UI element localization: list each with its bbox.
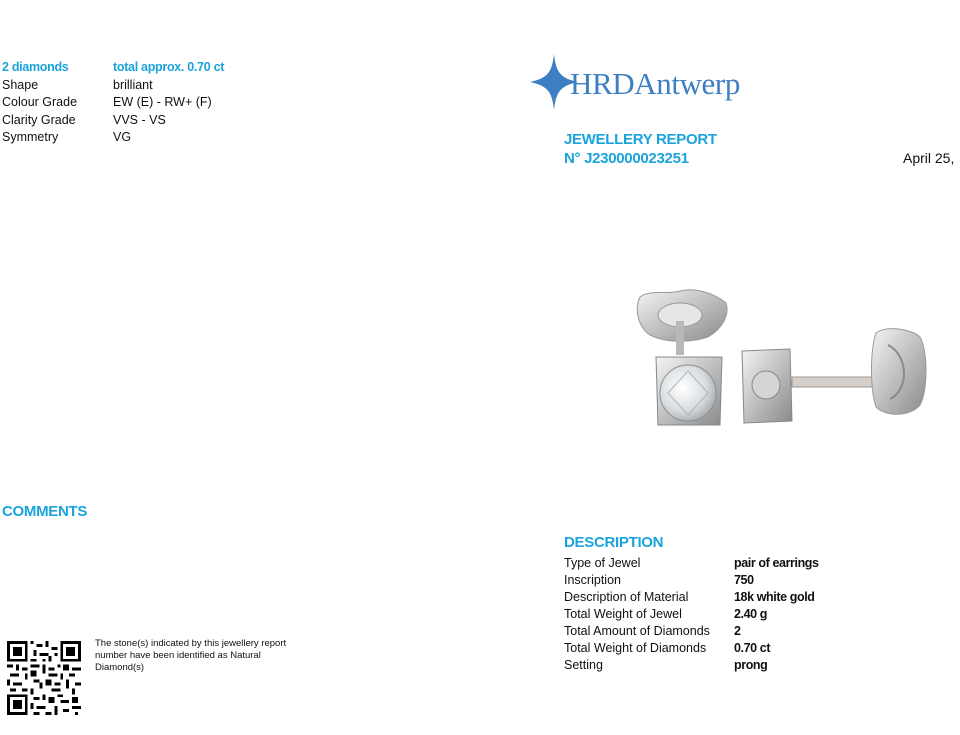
diamond-amount-value: 2 [734,624,741,638]
diamond-weight-value: 0.70 ct [734,641,771,655]
colour-grade-label: Colour Grade [2,95,78,109]
earrings-photo [628,285,960,435]
logo-hrd: HRD [570,66,635,101]
setting-label: Setting [564,658,603,672]
desc-row-material [564,589,819,606]
left-earring-stone [656,357,722,425]
diamonds-count: 2 diamonds [2,60,69,74]
hrd-antwerp-logo [530,52,760,112]
comments-title: COMMENTS [2,503,88,520]
clarity-grade-value: VVS - VS [113,112,166,127]
shape-value: brilliant [113,77,153,92]
report-number: N° J230000023251 [564,150,689,167]
jewel-weight-value: 2.40 g [734,607,768,621]
summary-row-shape [2,77,224,95]
report-date: April 25, [903,150,955,166]
report-heading [564,130,717,168]
natural-diamond-note: The stone(s) indicated by this jewellery report number have been identified as Natural Diamond(s) [95,638,287,673]
summary-row-clarity [2,112,224,130]
clarity-grade-label: Clarity Grade [2,112,76,127]
type-of-jewel-value: pair of earrings [734,556,819,570]
desc-row-diamond-weight [564,640,819,657]
colour-grade-value: EW (E) - RW+ (F) [113,95,212,109]
left-earring-back [637,290,727,355]
inscription-value: 750 [734,573,754,587]
desc-row-jewel-weight [564,606,819,623]
type-of-jewel-label: Type of Jewel [564,556,641,570]
description-table [564,555,819,674]
diamonds-summary [2,59,224,147]
summary-row-symmetry [2,129,224,147]
diamond-amount-label: Total Amount of Diamonds [564,624,710,638]
desc-row-inscription [564,572,819,589]
desc-row-setting [564,657,819,674]
qr-code[interactable] [7,641,81,715]
logo-antwerp: Antwerp [634,66,740,101]
right-earring-back [872,329,927,415]
logo-wordmark [570,66,740,102]
diamonds-total-weight: total approx. 0.70 ct [113,60,225,74]
right-earring-head [742,349,888,423]
desc-row-diamond-amount [564,623,819,640]
summary-row-colour [2,94,224,112]
report-title: JEWELLERY REPORT [564,131,717,148]
description-title: DESCRIPTION [564,534,664,551]
symmetry-label: Symmetry [2,130,59,144]
material-label: Description of Material [564,590,689,604]
jewel-weight-label: Total Weight of Jewel [564,607,682,621]
desc-row-type [564,555,819,572]
inscription-label: Inscription [564,573,621,587]
symmetry-value: VG [113,130,132,144]
material-value: 18k white gold [734,590,815,604]
diamond-weight-label: Total Weight of Diamonds [564,641,707,655]
shape-label: Shape [2,77,39,92]
setting-value: prong [734,658,768,672]
